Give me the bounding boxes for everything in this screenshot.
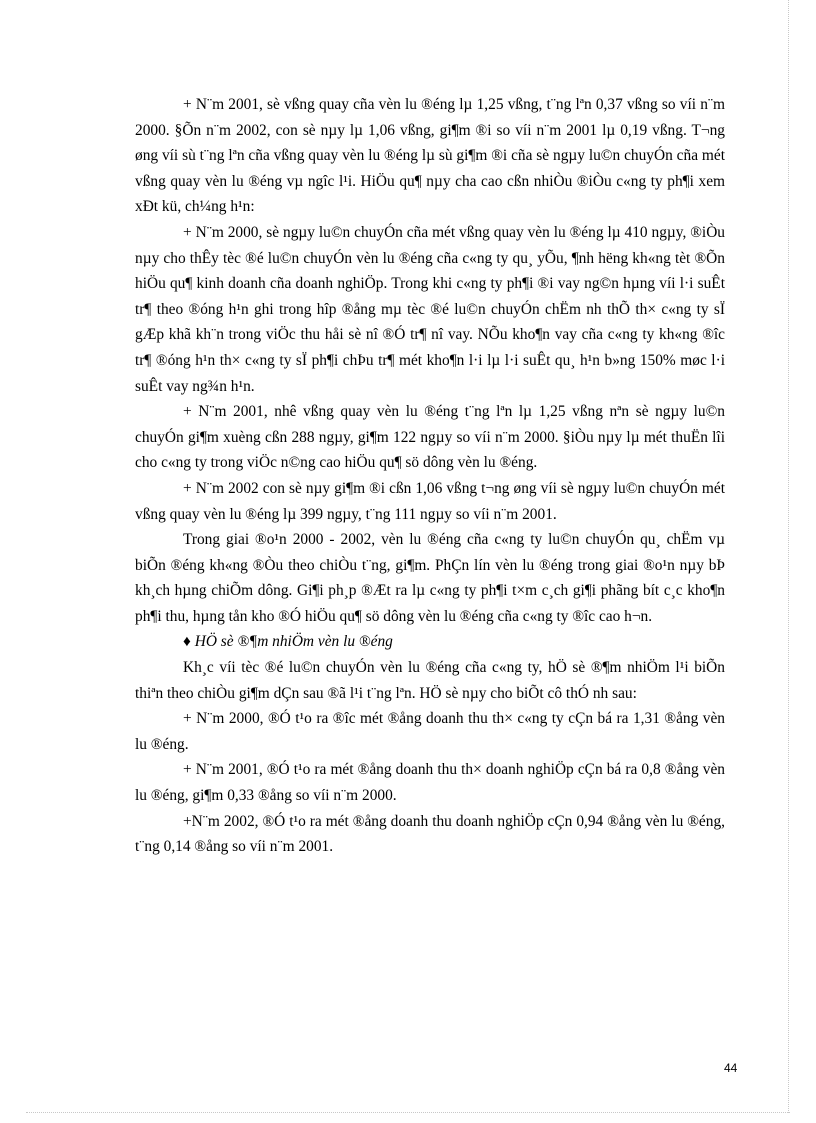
paragraph-7: + N¨m 2000, ®Ó t¹o ra ®îc mét ®ång doanh thu th× c«ng ty cÇn bá ra 1,31 ®ång vèn lu ®éng.	[135, 710, 725, 753]
paragraph-4: + N¨m 2002 con sè nµy gi¶m ®i cßn 1,06 vßng t¬ng øng víi sè ngµy lu©n chuyÓn mét vßng quay vèn lu ®éng lµ 399 ngµy, t¨ng 111 ngµy so víi n¨m 2001.	[135, 479, 725, 523]
page-border-bottom	[26, 1112, 790, 1113]
page-number: 44	[724, 1061, 738, 1075]
section-heading: ♦ HÖ sè ®¶m nhiÖm vèn lu ®éng	[183, 633, 393, 651]
paragraph-8: + N¨m 2001, ®Ó t¹o ra mét ®ång doanh thu th× doanh nghiÖp cÇn bá ra 0,8 ®ång vèn lu ®éng, gi¶m 0,33 ®ång so víi n¨m 2000.	[135, 761, 725, 805]
paragraph-9: +N¨m 2002, ®Ó t¹o ra mét ®ång doanh thu doanh nghiÖp cÇn 0,94 ®ång vèn lu ®éng, t¨ng 0,14 ®ång so víi n¨m 2001.	[135, 812, 725, 856]
paragraph-1: + N¨m 2001, sè vßng quay cña vèn lu ®éng lµ 1,25 vßng, t¨ng lªn 0,37 vßng so víi n¨m 2000. §Õn n¨m 2002, con sè nµy lµ 1,06 vßng, gi¶m ®i so víi n¨m 2001 lµ 0,19 vßng. T¬ng øng víi sù t¨ng lªn cña vßng quay vèn lu ®éng lµ sù gi¶m ®i cña sè ngµy lu©n chuyÓn cña mét vßng quay vèn lu ®éng vµ ngîc l¹i. HiÖu qu¶ nµy cha cao cßn nhiÒu ®iÒu c«ng ty ph¶i xem xÐt kü, ch¼ng h¹n:	[135, 96, 725, 216]
paragraph-6: Kh¸c víi tèc ®é lu©n chuyÓn vèn lu ®éng cña c«ng ty, hÖ sè ®¶m nhiÖm l¹i biÕn thiªn theo chiÒu gi¶m dÇn sau ®ã l¹i t¨ng lªn. HÖ sè nµy cho biÕt cô thÓ nh sau:	[135, 659, 725, 702]
paragraph-3: + N¨m 2001, nhê vßng quay vèn lu ®éng t¨ng lªn lµ 1,25 vßng nªn sè ngµy lu©n chuyÓn gi¶m xuèng cßn 288 ngµy, gi¶m 122 ngµy so víi n¨m 2000. §iÒu nµy lµ mét thuËn lîi cho c«ng ty trong viÖc n©ng cao hiÖu qu¶ sö dông vèn lu ®éng.	[135, 403, 725, 472]
page-border-right	[788, 0, 789, 1113]
document-body	[135, 92, 725, 860]
paragraph-2: + N¨m 2000, sè ngµy lu©n chuyÓn cña mét vßng quay vèn lu ®éng lµ 410 ngµy, ®iÒu nµy cho thÊy tèc ®é lu©n chuyÓn vèn lu ®éng cña c«ng ty qu¸ yÕu, ¶nh hëng kh«ng tèt ®Õn hiÖu qu¶ kinh doanh cña doanh nghiÖp. Trong khi c«ng ty ph¶i ®i vay ng©n hµng víi l·i suÊt tr¶ theo ®óng h¹n ghi trong hîp ®ång mµ tèc ®é lu©n chuyÓn chËm nh thÕ th× c«ng ty sÏ gÆp khã kh¨n trong viÖc thu håi sè nî ®Ó tr¶ nî vay. NÕu kho¶n vay cña c«ng ty kh«ng ®îc tr¶ ®óng h¹n th× c«ng ty sÏ ph¶i chÞu tr¶ mét kho¶n l·i lµ l·i suÊt qu¸ h¹n b»ng 150% møc l·i suÊt vay ng¾n h¹n.	[135, 223, 725, 395]
paragraph-5: Trong giai ®o¹n 2000 - 2002, vèn lu ®éng cña c«ng ty lu©n chuyÓn qu¸ chËm vµ biÕn ®éng kh«ng ®Òu theo chiÒu t¨ng, gi¶m. PhÇn lín vèn lu ®éng trong giai ®o¹n nµy bÞ kh¸ch hµng chiÕm dông. Gi¶i ph¸p ®Æt ra lµ c«ng ty ph¶i t×m c¸ch gi¶i phãng bít c¸c kho¶n ph¶i thu, hµng tån kho ®Ó hiÖu qu¶ sö dông vèn lu ®éng cña c«ng ty ®îc cao h¬n.	[135, 531, 725, 625]
